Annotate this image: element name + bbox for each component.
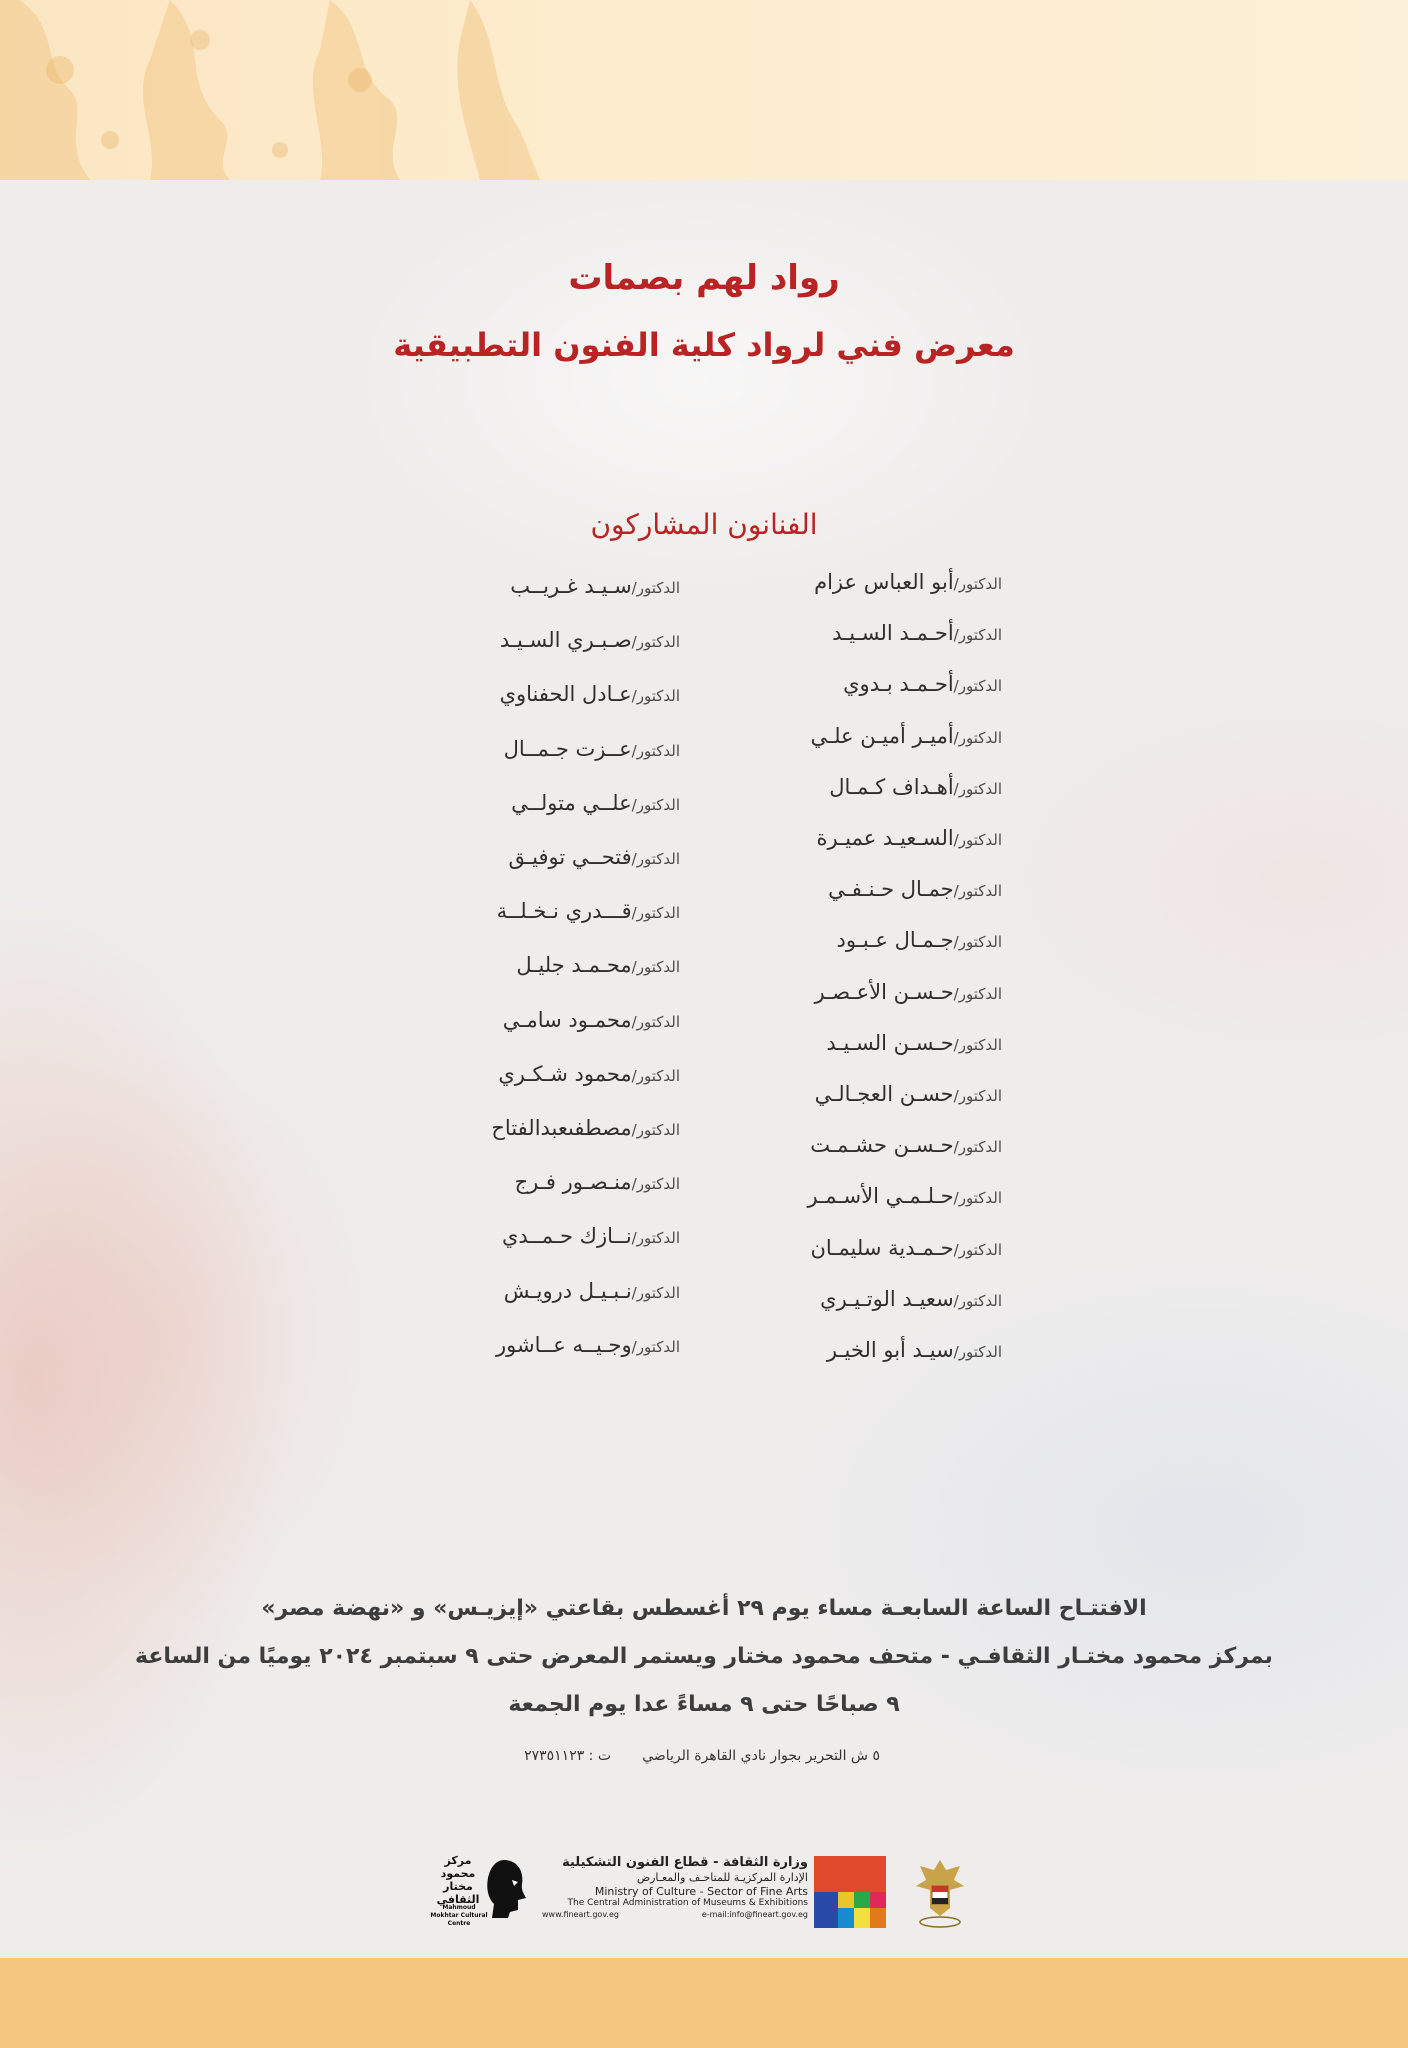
ministry-english-subtitle: The Central Administration of Museums & Exhibitions [567, 1898, 808, 1908]
artist-entry [820, 1287, 1002, 1311]
artist-honorific: الدكتور/ [953, 1291, 1002, 1310]
artist-honorific: الدكتور/ [953, 626, 1002, 645]
artist-entry [511, 791, 680, 815]
artist-name: حـمـدية سليمـان [810, 1235, 954, 1260]
artist-entry [503, 1008, 680, 1032]
artist-name: قـــدري نـخـلــة [496, 899, 632, 924]
logo-strip [430, 1852, 970, 1932]
artist-entry [491, 1116, 680, 1140]
artist-entry [828, 877, 1002, 901]
bottom-band [0, 1958, 1408, 2048]
artist-name: حـسـن الأعـصـر [814, 979, 954, 1004]
artist-honorific: الدكتور/ [631, 1066, 680, 1085]
artist-honorific: الدكتور/ [953, 1343, 1002, 1361]
exhibition-subtitle: معرض فني لرواد كلية الفنون التطبيقية [393, 326, 1015, 364]
artist-entry [816, 826, 1002, 850]
artist-honorific: الدكتور/ [953, 933, 1002, 952]
artist-honorific: الدكتور/ [631, 1012, 680, 1031]
artist-honorific: الدكتور/ [631, 958, 680, 977]
artist-entry [810, 1236, 1002, 1260]
artist-entry [502, 1224, 680, 1248]
phone-text: ت : ٢٧٣٥١١٢٣ [524, 1748, 612, 1764]
artist-name: حـسـن السـيـد [826, 1030, 954, 1055]
artist-honorific: الدكتور/ [953, 677, 1002, 696]
artist-name: عــزت جـمــال [503, 736, 632, 761]
artist-entry [515, 1170, 680, 1194]
artist-name: أميـر أميـن علـي [810, 723, 954, 748]
artist-name: جـمـال عـبـود [836, 928, 954, 953]
address-text: ٥ ش التحرير بجوار نادي القاهرة الرياضي [642, 1748, 880, 1764]
artist-name: محمـود سامـي [502, 1007, 632, 1032]
artist-entry [827, 1338, 1002, 1362]
artist-honorific: الدكتور/ [631, 741, 680, 760]
ministry-credits [542, 1854, 808, 1921]
artist-name: عـادل الحفناوي [499, 682, 632, 707]
artist-entry [826, 1031, 1002, 1055]
artist-entry [500, 628, 680, 652]
artist-name: حـلـمـي الأسـمـر [807, 1184, 954, 1209]
artist-honorific: الدكتور/ [953, 882, 1002, 901]
ministry-email: e-mail:info@fineart.gov.eg [701, 1910, 808, 1919]
artist-honorific: الدكتور/ [953, 575, 1002, 593]
artist-entry [516, 953, 680, 977]
artist-honorific: الدكتور/ [631, 795, 680, 814]
artist-honorific: الدكتور/ [631, 687, 680, 706]
artist-honorific: الدكتور/ [953, 1189, 1002, 1208]
artist-name: سيـد أبو الخيـر [826, 1338, 954, 1362]
ministry-english-title: Ministry of Culture - Sector of Fine Arts [594, 1885, 808, 1898]
sculpture-head-icon [484, 1858, 528, 1918]
artist-name: محمود شـكـري [498, 1061, 632, 1086]
venue-info: بمركز محمود مختـار الثقافـي - متحف محمود مختار ويستمر المعرض حتى ٩ سبتمبر ٢٠٢٤ يوميًا من الساعة [135, 1644, 1273, 1669]
artist-entry [510, 574, 680, 598]
artist-name: سـيـد غـريــب [510, 574, 632, 598]
artist-entry [497, 899, 680, 923]
fine-arts-sector-logo-icon [814, 1856, 886, 1928]
artist-name: منـصـور فـرج [514, 1170, 632, 1195]
artist-honorific: الدكتور/ [631, 904, 680, 923]
banner-artwork [0, 0, 1408, 180]
artist-name: السـعيـد عميـرة [816, 826, 954, 850]
artist-honorific: الدكتور/ [631, 633, 680, 652]
artist-honorific: الدكتور/ [953, 831, 1002, 849]
ministry-website: www.fineart.gov.eg [542, 1910, 619, 1919]
artist-name: جمـال حـنـفـي [828, 877, 954, 902]
opening-info: الافتتـاح الساعة السابعـة مساء يوم ٢٩ أغسطس بقاعتي «إيزيـس» و «نهضة مصر» [261, 1596, 1147, 1621]
artist-entry [500, 682, 680, 706]
artist-name: صـبـري السـيـد [499, 628, 632, 653]
artist-name: حـسـن حشـمـت [810, 1133, 954, 1158]
artist-honorific: الدكتور/ [631, 579, 680, 597]
artist-honorific: الدكتور/ [631, 1283, 680, 1302]
ministry-arabic-subtitle: الإدارة المركزيـة للمتاحـف والمعـارض [636, 1871, 808, 1884]
mokhtar-center-logo [430, 1854, 530, 1932]
mokhtar-center-arabic: مركز محمود مختار الثقافي [436, 1854, 480, 1906]
artist-entry [832, 621, 1002, 645]
artist-name: وجـيــه عــاشور [496, 1332, 632, 1357]
ministry-contacts [542, 1909, 808, 1921]
artist-name: حسـن العجـالـي [814, 1082, 954, 1106]
artist-name: سعيـد الوتـيـري [820, 1286, 954, 1311]
hours-info: ٩ صباحًا حتى ٩ مساءً عدا يوم الجمعة [508, 1692, 900, 1717]
top-banner [0, 0, 1408, 180]
artist-name: علــي متولــي [511, 790, 632, 815]
artist-entry [810, 1133, 1002, 1157]
artist-entry [496, 1333, 680, 1357]
artist-entry [829, 775, 1002, 799]
egypt-eagle-emblem-icon [910, 1852, 970, 1932]
artist-name: نــازك حـمــدي [501, 1224, 632, 1249]
artist-name: مصطفىعبدالفتاح [491, 1116, 632, 1140]
artist-honorific: الدكتور/ [631, 1175, 680, 1194]
artist-entry [504, 1279, 680, 1303]
artist-name: أبو العباس عزام [814, 570, 954, 594]
artist-honorific: الدكتور/ [631, 1337, 680, 1356]
artist-entry [808, 1184, 1002, 1208]
artist-entry [498, 1062, 680, 1086]
artist-entry [815, 1082, 1002, 1106]
artist-entry [815, 980, 1002, 1004]
artist-name: أحـمـد بـدوي [843, 672, 954, 697]
artist-entry [843, 672, 1002, 696]
artist-honorific: الدكتور/ [953, 1138, 1002, 1157]
artist-honorific: الدكتور/ [631, 1121, 680, 1139]
ministry-arabic-title: وزارة الثقافة - قطاع الفنون التشكيلية [562, 1855, 808, 1870]
artist-honorific: الدكتور/ [953, 984, 1002, 1003]
mokhtar-center-english: Mahmoud Mokhtar Cultural Centre [430, 1904, 488, 1927]
artist-honorific: الدكتور/ [953, 1087, 1002, 1105]
artist-honorific: الدكتور/ [631, 850, 680, 868]
artist-entry [837, 928, 1002, 952]
artist-name: أهـداف كـمـال [829, 774, 954, 799]
participants-heading: الفنانون المشاركون [590, 508, 818, 541]
artist-entry [509, 845, 680, 869]
artist-honorific: الدكتور/ [953, 779, 1002, 798]
artist-entry [814, 570, 1002, 594]
exhibition-title: رواد لهم بصمات [568, 258, 840, 298]
artist-entry [504, 737, 680, 761]
address-line [520, 1748, 880, 1764]
artist-name: فتحــي توفيـق [508, 845, 632, 869]
artist-name: أحـمـد السـيـد [832, 621, 954, 646]
artist-name: نـبـيـل درويـش [503, 1278, 632, 1303]
artist-honorific: الدكتور/ [953, 1035, 1002, 1054]
artist-honorific: الدكتور/ [953, 1240, 1002, 1259]
artist-honorific: الدكتور/ [631, 1229, 680, 1248]
artist-entry [810, 724, 1002, 748]
artist-name: محـمـد جليـل [516, 953, 632, 978]
artist-honorific: الدكتور/ [953, 728, 1002, 747]
